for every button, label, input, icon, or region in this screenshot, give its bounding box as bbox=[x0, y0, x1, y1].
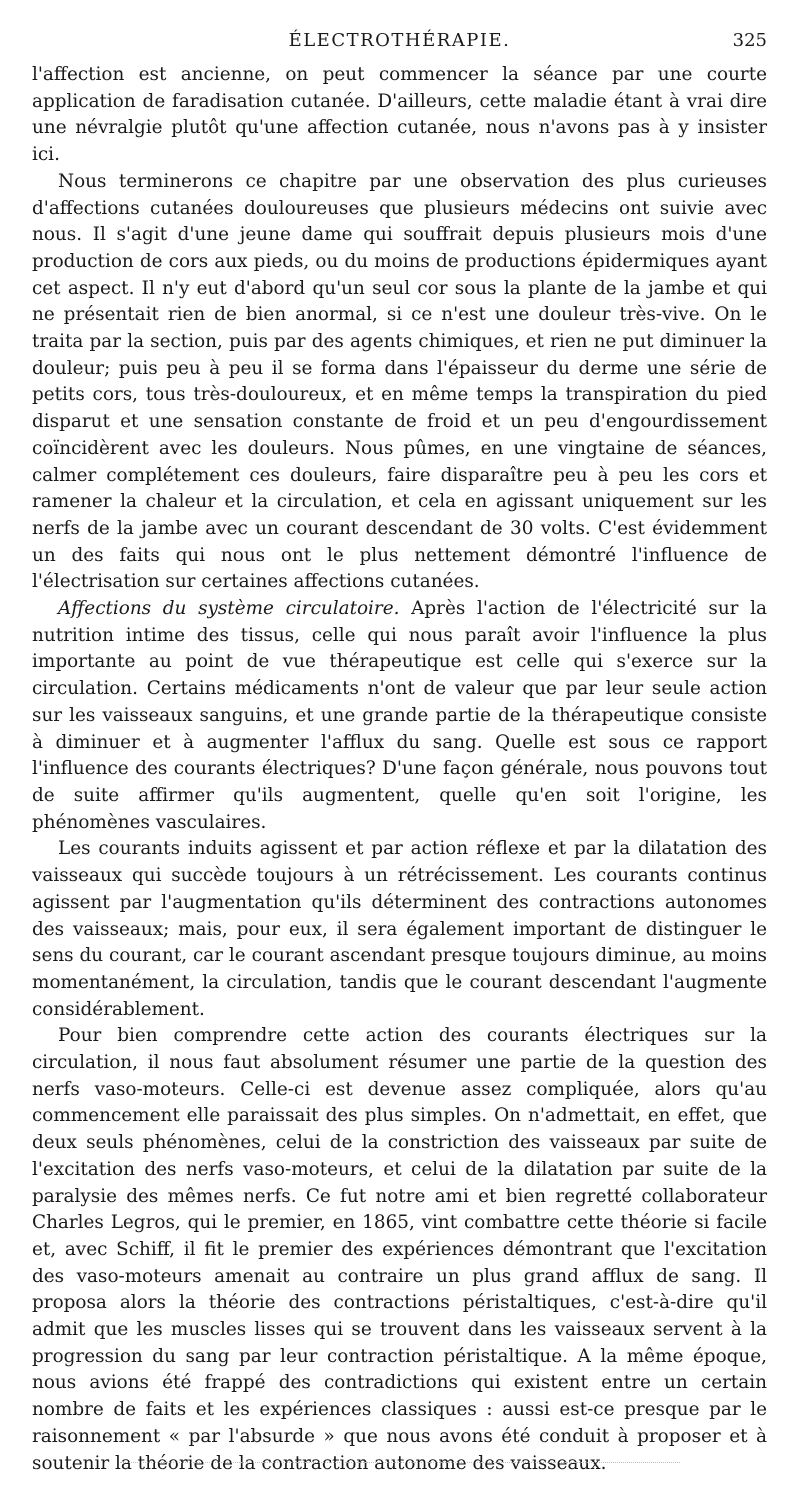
paragraph-continuation: l'affection est ancienne, on peut commencer la séance par une courte application de faradisation cutanée. D'ailleurs, cette maladie étant à vrai dire une névralgie plutôt qu'une affection cutanée, nous n'avons pas à y insister ici. bbox=[32, 64, 767, 166]
running-title: ÉLECTROTHÉRAPIE. bbox=[288, 30, 511, 51]
section-text: Après l'action de l'électricité sur la nutrition intime des tissus, celle qui nous paraît avoir l'influence la plus importante au point de vue thérapeutique est celle qui s'exerce sur la circulation. Certains médicaments n'ont de valeur que par leur seule action sur les vaisseaux sanguins, et une grande partie de la thérapeutique consiste à diminuer et à augmenter l'afflux du sang. Quelle est sous ce rapport l'influence des courants électriques? D'une façon générale, nous pouvons tout de suite affirmer qu'ils augmentent, quelle qu'en soit l'origine, les phénomènes vasculaires. bbox=[32, 598, 767, 833]
section-title: Affections du système circulatoire. bbox=[58, 598, 400, 620]
running-header bbox=[32, 30, 767, 58]
paragraph-observation: Nous terminerons ce chapitre par une observation des plus curieuses d'affections cutanées douloureuses que plusieurs médecins ont suivie avec nous. Il s'agit d'une jeune dame qui souffrait depuis plusieurs mois d'une production de cors aux pieds, ou du moins de productions épidermiques ayant cet aspect. Il n'y eut d'abord qu'un seul cor sous la plante de la jambe et qui ne présentait rien de bien anormal, si ce n'est une douleur très-vive. On le traita par la section, puis par des agents chimiques, et rien ne put diminuer la douleur; puis peu à peu il se forma dans l'épaisseur du derme une série de petits cors, tous très-douloureux, et en même temps la transpiration du pied disparut et une sensation constante de froid et un peu d'engourdissement coïncidèrent avec les douleurs. Nous pûmes, en une vingtaine de séances, calmer complétement ces douleurs, faire disparaître peu à peu les cors et ramener la chaleur et la circulation, et cela en agissant uniquement sur les nerfs de la jambe avec un courant descendant de 30 volts. C'est évidemment un des faits qui nous ont le plus nettement démontré l'influence de l'électrisation sur certaines affections cutanées. bbox=[32, 170, 767, 593]
paragraph-vasomotor-nerves: Pour bien comprendre cette action des courants électriques sur la circulation, il nous faut absolument résumer une partie de la question des nerfs vaso-moteurs. Celle-ci est devenue assez compliquée, alors qu'au commencement elle paraissait des plus simples. On n'admettait, en effet, que deux seuls phénomènes, celui de la constriction des vaisseaux par suite de l'excitation des nerfs vaso-moteurs, et celui de la dilatation par suite de la paralysie des mêmes nerfs. Ce fut notre ami et bien regretté collaborateur Charles Legros, qui le premier, en 1865, vint combattre cette théorie si facile et, avec Schiff, il fit le premier des expériences démontrant que l'excitation des vaso-moteurs amenait au contraire un plus grand afflux de sang. Il proposa alors la théorie des contractions péristaltiques, c'est-à-dire qu'il admit que les muscles lisses qui se trouvent dans les vaisseaux servent à la progression du sang par leur contraction péristaltique. A la même époque, nous avions été frappé des contradictions qui existent entre un certain nombre de faits et les expériences classiques : aussi est-ce presque par le raisonnement « par l'absurde » que nous avons été conduit à proposer et à soutenir la théorie de la contraction autonome des vaisseaux. bbox=[32, 1025, 767, 1474]
section-paragraph-circulatory bbox=[32, 596, 767, 836]
paragraph-induced-currents: Les courants induits agissent et par action réflexe et par la dilatation des vaisseaux qui succède toujours à un rétrécissement. Les courants continus agissent par l'augmentation qu'ils déterminent des contractions autonomes des vaisseaux; mais, pour eux, il sera également important de distinguer le sens du courant, car le courant ascendant presque toujours diminue, au moins momentanément, la circulation, tandis que le courant descendant l'augmente considérablement. bbox=[32, 838, 767, 1020]
page-number: 325 bbox=[732, 30, 767, 51]
body-text bbox=[32, 62, 767, 1477]
bleed-through-dotted-line bbox=[120, 1462, 680, 1463]
